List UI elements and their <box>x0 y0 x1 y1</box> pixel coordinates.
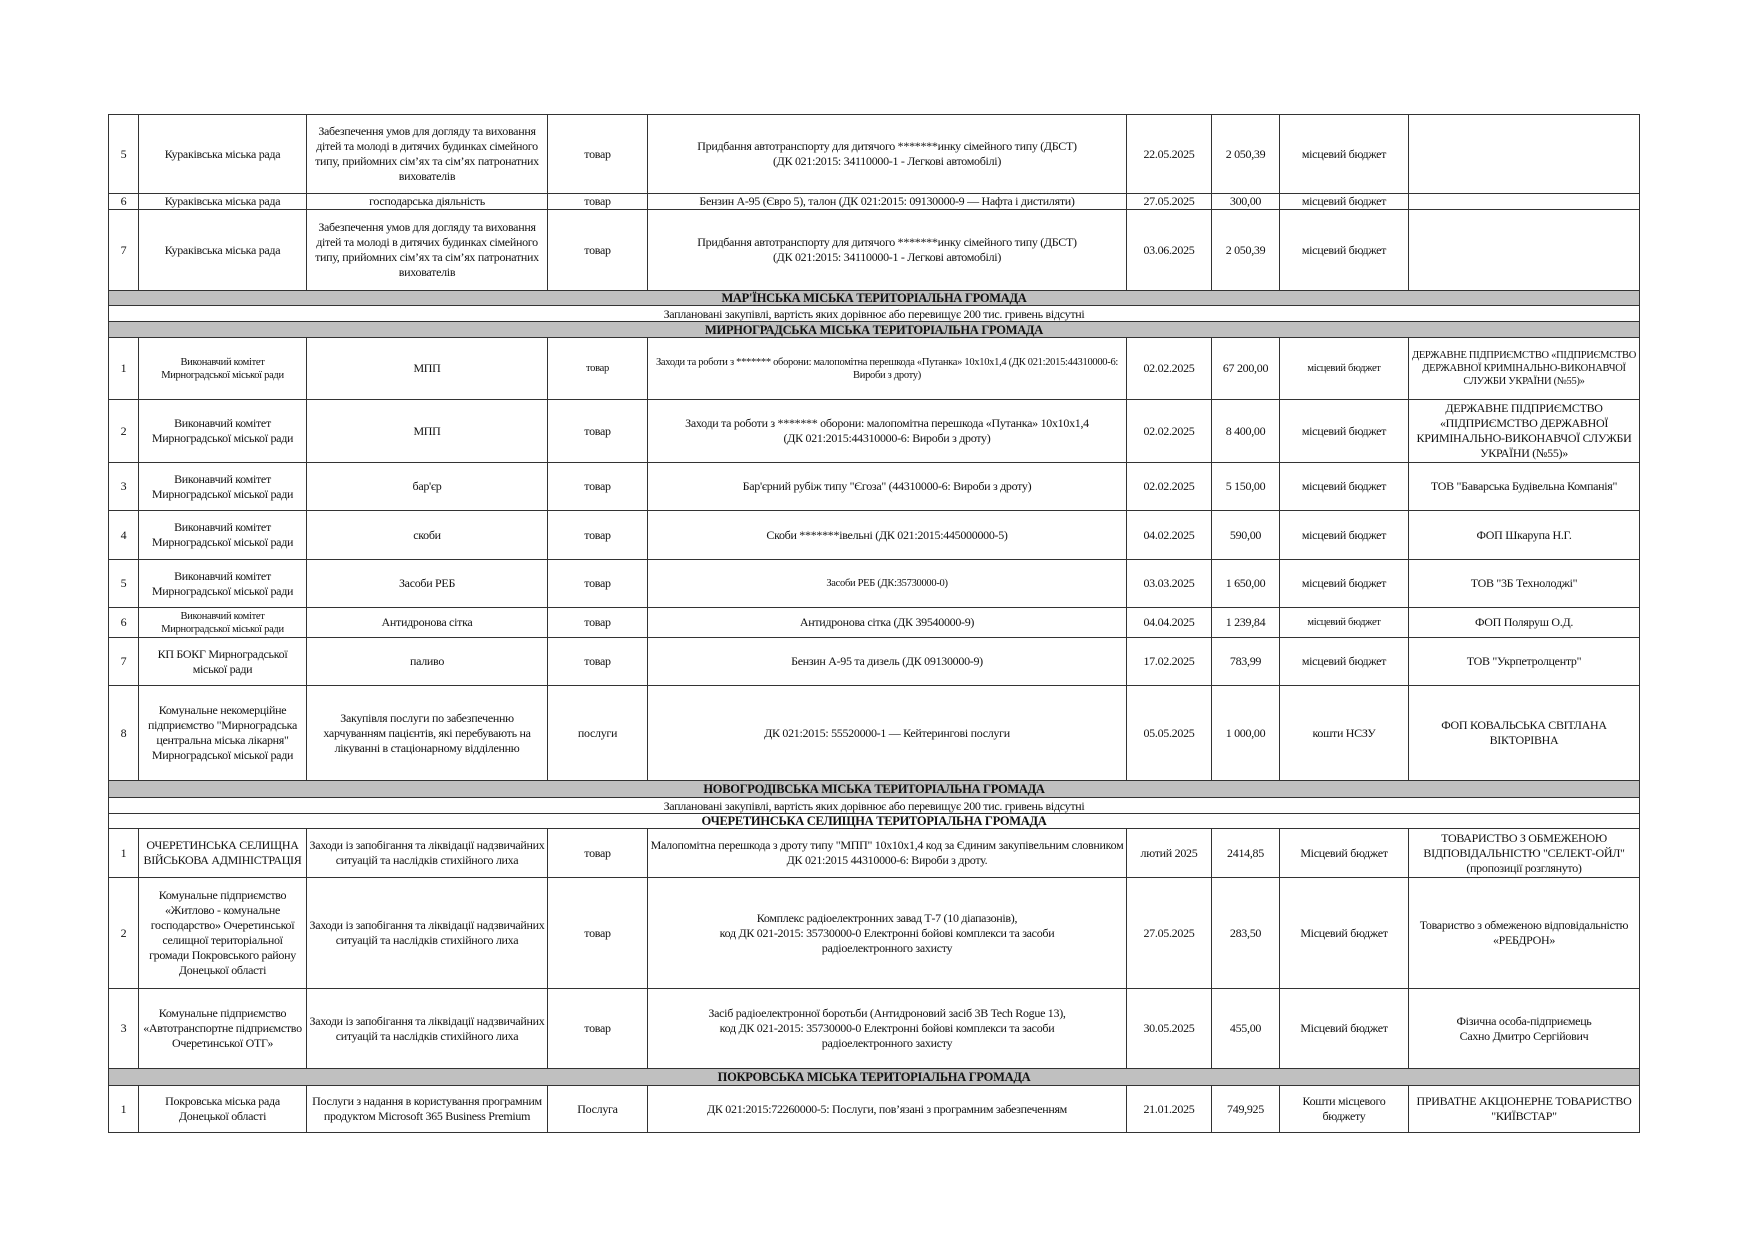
cell-supplier: Товариство з обмеженою відповідальністю «РЕБДРОН» <box>1409 878 1640 989</box>
table-row <box>109 463 1640 511</box>
cell-row-number: 1 <box>109 829 139 878</box>
cell-procurement-type: товар <box>548 400 648 463</box>
table-row <box>109 878 1640 989</box>
table-row <box>109 829 1640 878</box>
cell-customer: Виконавчий комітет Мирноградської міської ради <box>139 608 307 638</box>
cell-supplier: ДЕРЖАВНЕ ПІДПРИЄМСТВО «ПІДПРИЄМСТВО ДЕРЖАВНОЇ КРИМІНАЛЬНО-ВИКОНАВЧОЇ СЛУЖБИ УКРАЇНИ (№55)» <box>1409 400 1640 463</box>
cell-supplier <box>1409 115 1640 194</box>
cell-date: 27.05.2025 <box>1127 878 1212 989</box>
cell-date: 02.02.2025 <box>1127 338 1212 400</box>
cell-date: 02.02.2025 <box>1127 463 1212 511</box>
cell-funding-source: кошти НСЗУ <box>1280 686 1409 781</box>
cell-row-number: 5 <box>109 115 139 194</box>
cell-amount: 300,00 <box>1212 194 1280 210</box>
cell-funding-source: місцевий бюджет <box>1280 608 1409 638</box>
cell-date: 03.03.2025 <box>1127 560 1212 608</box>
cell-procurement-type: товар <box>548 878 648 989</box>
cell-row-number: 7 <box>109 638 139 686</box>
cell-supplier: Фізична особа-підприємець Сахно Дмитро Сергійович <box>1409 989 1640 1069</box>
cell-customer: Кураківська міська рада <box>139 210 307 291</box>
cell-purpose: паливо <box>307 638 548 686</box>
cell-supplier: ПРИВАТНЕ АКЦІОНЕРНЕ ТОВАРИСТВО "КИЇВСТАР" <box>1409 1086 1640 1133</box>
cell-subject: Малопомітна перешкода з дроту типу "МПП" 10х10х1,4 код за Єдиним закупівельним словником ДК 021:2015 44310000-6: Вироби з дроту. <box>648 829 1127 878</box>
cell-funding-source: місцевий бюджет <box>1280 638 1409 686</box>
cell-date: 21.01.2025 <box>1127 1086 1212 1133</box>
cell-purpose: господарська діяльність <box>307 194 548 210</box>
cell-procurement-type: товар <box>548 463 648 511</box>
cell-supplier <box>1409 194 1640 210</box>
table-row <box>109 638 1640 686</box>
cell-supplier <box>1409 210 1640 291</box>
cell-customer: Комунальне підприємство «Автотранспортне підприємство Очеретинської ОТГ» <box>139 989 307 1069</box>
cell-amount: 2 050,39 <box>1212 115 1280 194</box>
table-row <box>109 400 1640 463</box>
cell-procurement-type: товар <box>548 194 648 210</box>
cell-purpose: Забезпечення умов для догляду та виховання дітей та молоді в дитячих будинках сімейного типу, прийомних сім’ях та сім’ях патронатних вихователів <box>307 210 548 291</box>
cell-date: 05.05.2025 <box>1127 686 1212 781</box>
cell-customer: Кураківська міська рада <box>139 115 307 194</box>
section-note: Заплановані закупівлі, вартість яких дорівнює або перевищує 200 тис. гривень відсутні <box>109 798 1640 814</box>
cell-row-number: 5 <box>109 560 139 608</box>
section-header-row <box>109 814 1640 829</box>
cell-procurement-type: товар <box>548 210 648 291</box>
cell-amount: 2 050,39 <box>1212 210 1280 291</box>
cell-procurement-type: Послуга <box>548 1086 648 1133</box>
cell-supplier: ДЕРЖАВНЕ ПІДПРИЄМСТВО «ПІДПРИЄМСТВО ДЕРЖАВНОЇ КРИМІНАЛЬНО-ВИКОНАВЧОЇ СЛУЖБИ УКРАЇНИ (№55)» <box>1409 338 1640 400</box>
cell-subject: Комплекс радіоелектронних завад Т-7 (10 діапазонів), код ДК 021-2015: 35730000-0 Електронні бойові комплекси та засоби радіоелектронного захисту <box>648 878 1127 989</box>
cell-customer: Виконавчий комітет Мирноградської міської ради <box>139 511 307 560</box>
cell-purpose: Заходи із запобігання та ліквідації надзвичайних ситуацій та наслідків стихійного лиха <box>307 878 548 989</box>
cell-subject: Бензин А-95 (Євро 5), талон (ДК 021:2015: 09130000-9 — Нафта і дистиляти) <box>648 194 1127 210</box>
cell-subject: ДК 021:2015: 55520000-1 — Кейтерингові послуги <box>648 686 1127 781</box>
cell-subject: Заходи та роботи з ******* оборони: малопомітна перешкода «Путанка» 10х10х1,4 (ДК 021:2015:44310000-6: Вироби з дроту) <box>648 338 1127 400</box>
cell-subject: Придбання автотранспорту для дитячого *******инку сімейного типу (ДБСТ) (ДК 021:2015: 34110000-1 - Легкові автомобілі) <box>648 210 1127 291</box>
section-header-row <box>109 291 1640 306</box>
cell-procurement-type: товар <box>548 560 648 608</box>
cell-row-number: 1 <box>109 338 139 400</box>
cell-purpose: Забезпечення умов для догляду та виховання дітей та молоді в дитячих будинках сімейного типу, прийомних сім’ях та сім’ях патронатних вихователів <box>307 115 548 194</box>
cell-subject: Засоби РЕБ (ДК:35730000-0) <box>648 560 1127 608</box>
table-row <box>109 608 1640 638</box>
cell-amount: 1 650,00 <box>1212 560 1280 608</box>
cell-row-number: 6 <box>109 608 139 638</box>
cell-procurement-type: послуги <box>548 686 648 781</box>
cell-purpose: Заходи із запобігання та ліквідації надзвичайних ситуацій та наслідків стихійного лиха <box>307 829 548 878</box>
cell-funding-source: Місцевий бюджет <box>1280 989 1409 1069</box>
cell-funding-source: місцевий бюджет <box>1280 463 1409 511</box>
cell-customer: КП БОКГ Мирноградської міської ради <box>139 638 307 686</box>
section-title: МИРНОГРАДСЬКА МІСЬКА ТЕРИТОРІАЛЬНА ГРОМАДА <box>109 322 1640 338</box>
cell-supplier: ФОП Поляруш О.Д. <box>1409 608 1640 638</box>
cell-customer: Виконавчий комітет Мирноградської міської ради <box>139 463 307 511</box>
table-row <box>109 194 1640 210</box>
cell-funding-source: Місцевий бюджет <box>1280 829 1409 878</box>
cell-amount: 283,50 <box>1212 878 1280 989</box>
cell-procurement-type: товар <box>548 338 648 400</box>
cell-funding-source: місцевий бюджет <box>1280 400 1409 463</box>
section-header-row <box>109 1069 1640 1086</box>
cell-date: лютий 2025 <box>1127 829 1212 878</box>
cell-customer: Виконавчий комітет Мирноградської міської ради <box>139 338 307 400</box>
section-header-row <box>109 322 1640 338</box>
cell-purpose: скоби <box>307 511 548 560</box>
procurement-table <box>108 114 1640 1133</box>
cell-date: 22.05.2025 <box>1127 115 1212 194</box>
cell-row-number: 2 <box>109 400 139 463</box>
cell-date: 30.05.2025 <box>1127 989 1212 1069</box>
cell-customer: Виконавчий комітет Мирноградської міської ради <box>139 560 307 608</box>
table-row <box>109 511 1640 560</box>
note-row <box>109 306 1640 322</box>
cell-supplier: ТОВ "Укрпетролцентр" <box>1409 638 1640 686</box>
cell-row-number: 7 <box>109 210 139 291</box>
cell-purpose: Антидронова сітка <box>307 608 548 638</box>
cell-date: 27.05.2025 <box>1127 194 1212 210</box>
cell-amount: 1 239,84 <box>1212 608 1280 638</box>
cell-purpose: МПП <box>307 338 548 400</box>
cell-funding-source: місцевий бюджет <box>1280 115 1409 194</box>
cell-supplier: ФОП Шкарупа Н.Г. <box>1409 511 1640 560</box>
section-title: ПОКРОВСЬКА МІСЬКА ТЕРИТОРІАЛЬНА ГРОМАДА <box>109 1069 1640 1086</box>
cell-customer: Комунальне підприємство «Житлово - комунальне господарство» Очеретинської селищної територіальної громади Покровського району Донецької області <box>139 878 307 989</box>
cell-subject: ДК 021:2015:72260000-5: Послуги, пов’язані з програмним забезпеченням <box>648 1086 1127 1133</box>
note-row <box>109 798 1640 814</box>
cell-procurement-type: товар <box>548 608 648 638</box>
cell-funding-source: місцевий бюджет <box>1280 210 1409 291</box>
table-row <box>109 989 1640 1069</box>
cell-amount: 590,00 <box>1212 511 1280 560</box>
section-header-row <box>109 781 1640 798</box>
cell-subject: Антидронова сітка (ДК 39540000-9) <box>648 608 1127 638</box>
cell-procurement-type: товар <box>548 638 648 686</box>
cell-date: 02.02.2025 <box>1127 400 1212 463</box>
cell-amount: 2414,85 <box>1212 829 1280 878</box>
cell-amount: 8 400,00 <box>1212 400 1280 463</box>
cell-procurement-type: товар <box>548 511 648 560</box>
cell-row-number: 4 <box>109 511 139 560</box>
cell-row-number: 3 <box>109 463 139 511</box>
cell-date: 04.02.2025 <box>1127 511 1212 560</box>
cell-funding-source: Кошти місцевого бюджету <box>1280 1086 1409 1133</box>
section-note: Заплановані закупівлі, вартість яких дорівнює або перевищує 200 тис. гривень відсутні <box>109 306 1640 322</box>
cell-purpose: Закупівля послуги по забезпеченню харчуванням пацієнтів, які перебувають на лікуванні в стаціонарному відділенню <box>307 686 548 781</box>
cell-subject: Бар'єрний рубіж типу "Єгоза" (44310000-6: Вироби з дроту) <box>648 463 1127 511</box>
cell-purpose: МПП <box>307 400 548 463</box>
table-row <box>109 338 1640 400</box>
cell-subject: Придбання автотранспорту для дитячого *******инку сімейного типу (ДБСТ) (ДК 021:2015: 34110000-1 - Легкові автомобілі) <box>648 115 1127 194</box>
cell-purpose: Засоби РЕБ <box>307 560 548 608</box>
cell-subject: Бензин А-95 та дизель (ДК 09130000-9) <box>648 638 1127 686</box>
cell-customer: Виконавчий комітет Мирноградської міської ради <box>139 400 307 463</box>
cell-procurement-type: товар <box>548 829 648 878</box>
cell-customer: Комунальне некомерційне підприємство "Мирноградська центральна міська лікарня" Мирноградської міської ради <box>139 686 307 781</box>
table-body <box>109 115 1640 1133</box>
table-row <box>109 686 1640 781</box>
cell-subject: Заходи та роботи з ******* оборони: малопомітна перешкода «Путанка» 10х10х1,4 (ДК 021:2015:44310000-6: Вироби з дроту) <box>648 400 1127 463</box>
cell-amount: 67 200,00 <box>1212 338 1280 400</box>
cell-procurement-type: товар <box>548 989 648 1069</box>
cell-amount: 5 150,00 <box>1212 463 1280 511</box>
cell-row-number: 2 <box>109 878 139 989</box>
cell-row-number: 6 <box>109 194 139 210</box>
cell-purpose: Заходи із запобігання та ліквідації надзвичайних ситуацій та наслідків стихійного лиха <box>307 989 548 1069</box>
cell-amount: 1 000,00 <box>1212 686 1280 781</box>
section-title: МАР'ЇНСЬКА МІСЬКА ТЕРИТОРІАЛЬНА ГРОМАДА <box>109 291 1640 306</box>
cell-funding-source: місцевий бюджет <box>1280 560 1409 608</box>
cell-date: 03.06.2025 <box>1127 210 1212 291</box>
cell-purpose: бар'єр <box>307 463 548 511</box>
cell-date: 17.02.2025 <box>1127 638 1212 686</box>
section-title: НОВОГРОДІВСЬКА МІСЬКА ТЕРИТОРІАЛЬНА ГРОМАДА <box>109 781 1640 798</box>
cell-amount: 783,99 <box>1212 638 1280 686</box>
table-row <box>109 210 1640 291</box>
cell-purpose: Послуги з надання в користування програмним продуктом Microsoft 365 Business Premium <box>307 1086 548 1133</box>
cell-funding-source: місцевий бюджет <box>1280 194 1409 210</box>
cell-supplier: ТОВ "3Б Технолоджі" <box>1409 560 1640 608</box>
cell-funding-source: місцевий бюджет <box>1280 338 1409 400</box>
cell-date: 04.04.2025 <box>1127 608 1212 638</box>
cell-procurement-type: товар <box>548 115 648 194</box>
cell-subject: Скоби *******івельні (ДК 021:2015:445000000-5) <box>648 511 1127 560</box>
cell-supplier: ТОВ "Баварська Будівельна Компанія" <box>1409 463 1640 511</box>
cell-amount: 455,00 <box>1212 989 1280 1069</box>
cell-row-number: 3 <box>109 989 139 1069</box>
cell-row-number: 8 <box>109 686 139 781</box>
cell-row-number: 1 <box>109 1086 139 1133</box>
cell-subject: Засіб радіоелектронної боротьби (Антидроновий засіб 3В Tech Rogue 13), код ДК 021-2015: 35730000-0 Електронні бойові комплекси та засоби радіоелектронного захисту <box>648 989 1127 1069</box>
cell-funding-source: Місцевий бюджет <box>1280 878 1409 989</box>
table-row <box>109 115 1640 194</box>
cell-funding-source: місцевий бюджет <box>1280 511 1409 560</box>
cell-amount: 749,925 <box>1212 1086 1280 1133</box>
table-row <box>109 1086 1640 1133</box>
cell-supplier: ТОВАРИСТВО З ОБМЕЖЕНОЮ ВІДПОВІДАЛЬНІСТЮ "СЕЛЕКТ-ОЙЛ" (пропозиції розглянуто) <box>1409 829 1640 878</box>
cell-customer: ОЧЕРЕТИНСЬКА СЕЛИЩНА ВІЙСЬКОВА АДМІНІСТРАЦІЯ <box>139 829 307 878</box>
cell-supplier: ФОП КОВАЛЬСЬКА СВІТЛАНА ВІКТОРІВНА <box>1409 686 1640 781</box>
section-title: ОЧЕРЕТИНСЬКА СЕЛИЩНА ТЕРИТОРІАЛЬНА ГРОМАДА <box>109 814 1640 829</box>
cell-customer: Кураківська міська рада <box>139 194 307 210</box>
cell-customer: Покровська міська рада Донецької області <box>139 1086 307 1133</box>
table-row <box>109 560 1640 608</box>
